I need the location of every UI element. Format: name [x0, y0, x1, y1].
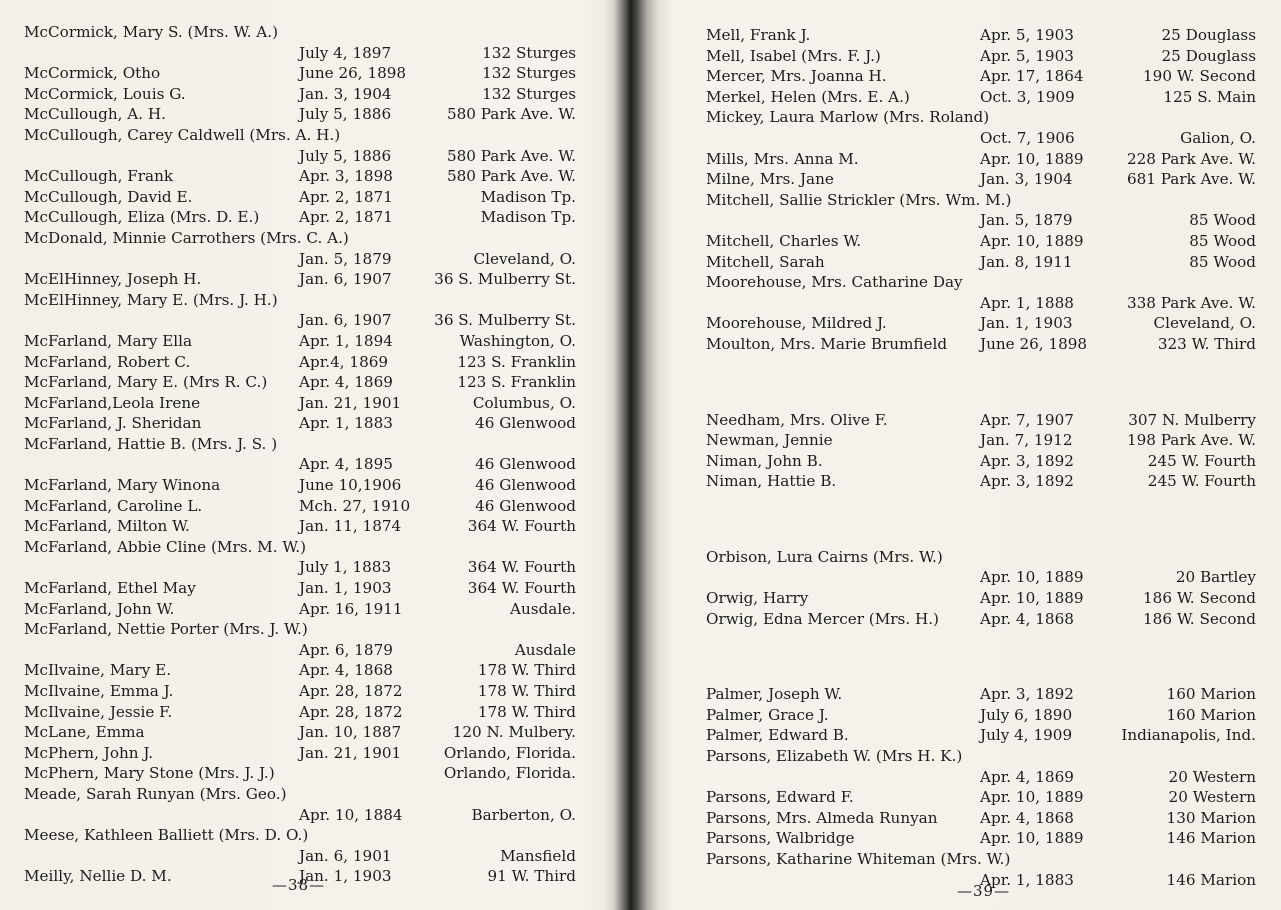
entry-name: Moorehouse, Mrs. Catharine Day — [706, 273, 963, 292]
entry-date: Apr. 1, 1883 — [299, 414, 393, 433]
entry-date: Jan. 6, 1901 — [299, 846, 392, 865]
entry-address: 580 Park Ave. W. — [446, 105, 576, 124]
list-item — [24, 413, 576, 434]
list-item — [24, 63, 576, 84]
list-item — [706, 410, 1256, 431]
entry-date: Jan. 6, 1907 — [299, 311, 392, 330]
entry-name: Moorehouse, Mildred J. — [706, 314, 887, 333]
entry-name: McFarland, Mary Winona — [24, 476, 221, 495]
entry-address: 46 Glenwood — [475, 496, 576, 515]
entry-address: Orlando, Florida. — [443, 764, 576, 783]
entry-address: 20 Western — [1168, 767, 1256, 786]
entry-address: Ausdale. — [510, 599, 576, 618]
entry-name: Mercer, Mrs. Joanna H. — [706, 67, 887, 86]
book-gutter — [604, 0, 674, 910]
entry-name: Niman, John B. — [706, 451, 823, 470]
entry-address: 46 Glenwood — [475, 455, 576, 474]
entry-date: Apr. 10, 1889 — [980, 589, 1084, 608]
entry-address: 85 Wood — [1189, 252, 1256, 271]
entry-date: Apr. 1, 1894 — [299, 331, 393, 350]
entry-name: Mills, Mrs. Anna M. — [706, 149, 859, 168]
entry-date: Jan. 3, 1904 — [299, 84, 392, 103]
entry-name: Meade, Sarah Runyan (Mrs. Geo.) — [24, 784, 287, 803]
list-item — [24, 557, 576, 578]
list-item — [24, 249, 576, 270]
entry-name: McFarland, Milton W. — [24, 517, 190, 536]
list-item — [24, 228, 576, 249]
list-item — [24, 84, 576, 105]
entry-name: Mitchell, Charles W. — [706, 231, 862, 250]
entry-date: Jan. 5, 1879 — [980, 211, 1073, 230]
list-item — [24, 619, 576, 640]
entry-address: 186 W. Second — [1143, 589, 1256, 608]
list-item — [706, 313, 1256, 334]
entry-name: McPhern, Mary Stone (Mrs. J. J.) — [24, 764, 275, 783]
entry-address: 125 S. Main — [1163, 87, 1256, 106]
entry-date: Apr. 28, 1872 — [299, 702, 403, 721]
list-item — [24, 743, 576, 764]
entry-address: 20 Bartley — [1175, 568, 1256, 587]
entry-date: Apr. 1, 1883 — [980, 870, 1074, 889]
letter-section — [706, 547, 1256, 629]
entry-address: Washington, O. — [459, 331, 576, 350]
entry-name: Palmer, Joseph W. — [706, 685, 843, 704]
list-item — [706, 149, 1256, 170]
entry-name: Meilly, Nellie D. M. — [24, 867, 172, 886]
entry-date: Apr. 4, 1868 — [980, 808, 1074, 827]
entry-name: Parsons, Mrs. Almeda Runyan — [706, 808, 938, 827]
entry-date: Jan. 11, 1874 — [299, 517, 402, 536]
entry-date: Apr. 4, 1869 — [980, 767, 1074, 786]
list-item — [24, 702, 576, 723]
entry-date: Apr. 3, 1898 — [299, 167, 393, 186]
member-list-left — [24, 22, 576, 887]
list-item — [24, 537, 576, 558]
list-item — [706, 25, 1256, 46]
entry-name: Mell, Frank J. — [706, 26, 811, 44]
list-item — [24, 722, 576, 743]
entry-address: 146 Marion — [1166, 870, 1256, 889]
list-item — [24, 784, 576, 805]
letter-section — [706, 684, 1256, 890]
entry-date: Apr. 4, 1895 — [299, 455, 393, 474]
list-item — [24, 331, 576, 352]
list-item — [706, 66, 1256, 87]
entry-name: Milne, Mrs. Jane — [706, 170, 834, 189]
entry-date: Apr. 5, 1903 — [980, 46, 1074, 65]
list-item — [24, 516, 576, 537]
entry-address: 46 Glenwood — [475, 476, 576, 495]
page-38 — [0, 0, 604, 910]
list-item — [24, 496, 576, 517]
list-item — [24, 269, 576, 290]
entry-address: Madison Tp. — [480, 187, 576, 206]
letter-section — [706, 410, 1256, 492]
list-item — [24, 454, 576, 475]
entry-name: Meese, Kathleen Balliett (Mrs. D. O.) — [24, 826, 309, 845]
entry-name: McCullough, A. H. — [24, 105, 166, 124]
entry-name: McFarland,Leola Irene — [24, 393, 201, 412]
list-item — [706, 252, 1256, 273]
list-item — [24, 372, 576, 393]
entry-name: McFarland, Caroline L. — [24, 496, 203, 515]
entry-name: McCullough, David E. — [24, 187, 193, 206]
entry-date: Apr. 2, 1871 — [299, 187, 393, 206]
entry-address: 681 Park Ave. W. — [1126, 170, 1256, 189]
entry-date: June 26, 1898 — [980, 334, 1088, 353]
entry-address: Mansfield — [500, 846, 576, 865]
list-item — [24, 146, 576, 167]
entry-address: 46 Glenwood — [475, 414, 576, 433]
entry-name: McCullough, Eliza (Mrs. D. E.) — [24, 208, 260, 227]
entry-address: 85 Wood — [1189, 231, 1256, 250]
entry-address: 25 Douglass — [1161, 46, 1256, 65]
list-item — [706, 231, 1256, 252]
list-item — [24, 393, 576, 414]
entry-address: 132 Sturges — [482, 43, 576, 62]
entry-date: Jan. 7, 1912 — [980, 431, 1073, 450]
entry-date: Apr. 6, 1879 — [299, 640, 393, 659]
entry-name: McFarland, Nettie Porter (Mrs. J. W.) — [24, 620, 308, 639]
entry-name: McFarland, Abbie Cline (Mrs. M. W.) — [24, 537, 307, 556]
entry-address: 580 Park Ave. W. — [446, 146, 576, 165]
entry-date: Apr. 4, 1869 — [299, 373, 393, 392]
section-gap — [706, 355, 1256, 410]
entry-address: 25 Douglass — [1161, 26, 1256, 44]
entry-name: Orbison, Lura Cairns (Mrs. W.) — [706, 547, 943, 566]
entry-date: Jan. 3, 1904 — [980, 170, 1073, 189]
entry-name: McDonald, Minnie Carrothers (Mrs. C. A.) — [24, 228, 349, 247]
entry-address: 323 W. Third — [1157, 334, 1256, 353]
list-item — [24, 599, 576, 620]
entry-address: 245 W. Fourth — [1147, 451, 1256, 470]
entry-name: Mickey, Laura Marlow (Mrs. Roland) — [706, 108, 990, 127]
entry-name: Palmer, Grace J. — [706, 705, 829, 724]
page-39 — [674, 0, 1281, 910]
list-item — [24, 125, 576, 146]
list-item — [706, 828, 1256, 849]
entry-address: 146 Marion — [1166, 829, 1256, 848]
entry-date: Oct. 3, 1909 — [980, 87, 1075, 106]
entry-address: 36 S. Mulberry St. — [434, 311, 576, 330]
entry-address: Cleveland, O. — [1153, 314, 1256, 333]
entry-date: July 5, 1886 — [299, 105, 392, 124]
list-item — [24, 207, 576, 228]
entry-name: Parsons, Katharine Whiteman (Mrs. W.) — [706, 850, 1011, 868]
entry-name: Mitchell, Sarah — [706, 252, 825, 271]
entry-date: Apr. 10, 1889 — [980, 788, 1084, 807]
entry-name: Needham, Mrs. Olive F. — [706, 410, 888, 429]
entry-address: Galion, O. — [1180, 128, 1256, 147]
entry-date: Apr. 5, 1903 — [980, 26, 1074, 44]
entry-address: 178 W. Third — [477, 682, 576, 700]
list-item — [706, 334, 1256, 355]
entry-name: McCullough, Frank — [24, 167, 174, 186]
entry-date: July 5, 1886 — [299, 146, 392, 165]
list-item — [706, 725, 1256, 746]
list-item — [24, 805, 576, 826]
entry-date: Apr. 4, 1868 — [299, 661, 393, 680]
entry-address: 132 Sturges — [482, 64, 576, 83]
entry-address: 123 S. Franklin — [457, 352, 576, 371]
section-gap — [706, 629, 1256, 684]
member-list-right — [706, 25, 1256, 890]
entry-date: July 4, 1909 — [980, 726, 1073, 745]
entry-address: 130 Marion — [1166, 808, 1256, 827]
entry-name: McFarland, Mary E. (Mrs R. C.) — [24, 373, 268, 392]
entry-date: Jan. 1, 1903 — [299, 867, 392, 886]
list-item — [706, 684, 1256, 705]
entry-date: Apr. 4, 1868 — [980, 609, 1074, 628]
entry-date: July 6, 1890 — [980, 705, 1073, 724]
entry-name: Merkel, Helen (Mrs. E. A.) — [706, 87, 910, 106]
entry-address: 198 Park Ave. W. — [1126, 431, 1256, 450]
entry-name: Newman, Jennie — [706, 431, 833, 450]
list-item — [24, 846, 576, 867]
entry-date: Apr. 10, 1884 — [299, 805, 403, 824]
entry-name: Orwig, Edna Mercer (Mrs. H.) — [706, 609, 939, 628]
entry-address: 120 N. Mulbery. — [452, 723, 576, 742]
list-item — [706, 107, 1256, 128]
entry-address: Cleveland, O. — [473, 249, 576, 268]
list-item — [24, 763, 576, 784]
entry-date: Jan. 1, 1903 — [299, 579, 392, 598]
entry-address: 364 W. Fourth — [467, 579, 576, 598]
list-item — [24, 22, 576, 43]
entry-name: Palmer, Edward B. — [706, 726, 849, 745]
list-item — [706, 609, 1256, 630]
entry-name: McIlvaine, Emma J. — [24, 682, 174, 700]
entry-date: Apr. 7, 1907 — [980, 410, 1074, 429]
list-item — [706, 849, 1256, 870]
entry-name: McFarland, Mary Ella — [24, 331, 193, 350]
entry-date: Apr. 1, 1888 — [980, 293, 1074, 312]
list-item — [706, 451, 1256, 472]
list-item — [706, 272, 1256, 293]
entry-address: 580 Park Ave. W. — [446, 167, 576, 186]
entry-name: McCullough, Carey Caldwell (Mrs. A. H.) — [24, 125, 341, 144]
entry-name: McFarland, John W. — [24, 599, 175, 618]
entry-name: Niman, Hattie B. — [706, 472, 837, 491]
list-item — [706, 787, 1256, 808]
entry-address: Columbus, O. — [472, 393, 576, 412]
entry-address: 245 W. Fourth — [1147, 472, 1256, 491]
list-item — [24, 290, 576, 311]
entry-name: McFarland, J. Sheridan — [24, 414, 202, 433]
entry-address: 20 Western — [1168, 788, 1256, 807]
entry-name: Orwig, Harry — [706, 589, 809, 608]
list-item — [706, 87, 1256, 108]
entry-date: Jan. 5, 1879 — [299, 249, 392, 268]
list-item — [24, 578, 576, 599]
entry-date: Jan. 6, 1907 — [299, 270, 392, 289]
entry-address: 186 W. Second — [1143, 609, 1256, 628]
list-item — [706, 588, 1256, 609]
entry-name: McFarland, Hattie B. (Mrs. J. S. ) — [24, 434, 278, 453]
list-item — [706, 767, 1256, 788]
entry-name: McFarland, Ethel May — [24, 579, 196, 598]
list-item — [24, 104, 576, 125]
entry-date: Oct. 7, 1906 — [980, 128, 1075, 147]
entry-address: 91 W. Third — [487, 867, 576, 886]
entry-date: Jan. 21, 1901 — [299, 393, 402, 412]
list-item — [24, 825, 576, 846]
entry-address: 160 Marion — [1166, 705, 1256, 724]
list-item — [24, 434, 576, 455]
entry-name: Parsons, Elizabeth W. (Mrs H. K.) — [706, 747, 963, 766]
list-item — [24, 681, 576, 702]
entry-name: McCormick, Otho — [24, 64, 161, 83]
entry-address: 178 W. Third — [477, 702, 576, 721]
entry-name: McCormick, Mary S. (Mrs. W. A.) — [24, 23, 279, 41]
list-item — [706, 128, 1256, 149]
entry-date: Jan. 1, 1903 — [980, 314, 1073, 333]
entry-date: Apr. 3, 1892 — [980, 685, 1074, 704]
entry-address: 364 W. Fourth — [467, 558, 576, 577]
entry-address: 85 Wood — [1189, 211, 1256, 230]
entry-address: Orlando, Florida. — [443, 743, 576, 762]
list-item — [24, 43, 576, 64]
entry-name: Parsons, Walbridge — [706, 829, 855, 848]
list-item — [24, 187, 576, 208]
entry-name: Moulton, Mrs. Marie Brumfield — [706, 334, 948, 353]
list-item — [24, 352, 576, 373]
list-item — [706, 190, 1256, 211]
entry-date: July 1, 1883 — [299, 558, 392, 577]
list-item — [706, 567, 1256, 588]
entry-address: 160 Marion — [1166, 685, 1256, 704]
entry-date: Jan. 8, 1911 — [980, 252, 1073, 271]
entry-address: 190 W. Second — [1143, 67, 1256, 86]
page-number-right: —39— — [957, 882, 1011, 900]
list-item — [706, 547, 1256, 568]
entry-name: McIlvaine, Jessie F. — [24, 702, 173, 721]
entry-name: McPhern, John J. — [24, 743, 154, 762]
entry-date: Apr. 17, 1864 — [980, 67, 1084, 86]
entry-date: Apr. 16, 1911 — [299, 599, 403, 618]
entry-address: 178 W. Third — [477, 661, 576, 680]
entry-date: June 10,1906 — [299, 476, 402, 495]
entry-name: McElHinney, Joseph H. — [24, 270, 202, 289]
list-item — [706, 808, 1256, 829]
entry-date: Apr. 10, 1889 — [980, 149, 1084, 168]
list-item — [706, 430, 1256, 451]
entry-date: Jan. 21, 1901 — [299, 743, 402, 762]
entry-address: Barberton, O. — [471, 805, 576, 824]
entry-address: Madison Tp. — [480, 208, 576, 227]
entry-address: 123 S. Franklin — [457, 373, 576, 392]
entry-address: 338 Park Ave. W. — [1126, 293, 1256, 312]
entry-address: Ausdale — [514, 640, 576, 659]
entry-address: Indianapolis, Ind. — [1121, 726, 1256, 745]
entry-address: 228 Park Ave. W. — [1126, 149, 1256, 168]
entry-date: Apr. 3, 1892 — [980, 472, 1074, 491]
letter-section — [706, 25, 1256, 355]
list-item — [24, 166, 576, 187]
list-item — [706, 293, 1256, 314]
entry-date: Apr. 28, 1872 — [299, 682, 403, 700]
entry-name: Parsons, Edward F. — [706, 788, 854, 807]
list-item — [24, 640, 576, 661]
entry-name: McIlvaine, Mary E. — [24, 661, 172, 680]
list-item — [706, 169, 1256, 190]
section-gap — [706, 492, 1256, 547]
entry-name: McCormick, Louis G. — [24, 84, 186, 103]
list-item — [706, 471, 1256, 492]
entry-name: McFarland, Robert C. — [24, 352, 191, 371]
entry-date: Apr.4, 1869 — [299, 352, 389, 371]
entry-date: Mch. 27, 1910 — [299, 496, 411, 515]
entry-date: Jan. 10, 1887 — [299, 723, 402, 742]
entry-address: 364 W. Fourth — [467, 517, 576, 536]
entry-date: June 26, 1898 — [299, 64, 407, 83]
entry-date: Apr. 10, 1889 — [980, 568, 1084, 587]
list-item — [24, 475, 576, 496]
list-item — [24, 660, 576, 681]
entry-name: McLane, Emma — [24, 723, 145, 742]
list-item — [24, 310, 576, 331]
entry-date: Apr. 10, 1889 — [980, 829, 1084, 848]
list-item — [706, 46, 1256, 67]
entry-date: Apr. 2, 1871 — [299, 208, 393, 227]
list-item — [706, 705, 1256, 726]
list-item — [706, 746, 1256, 767]
entry-name: McElHinney, Mary E. (Mrs. J. H.) — [24, 290, 278, 309]
list-item — [706, 210, 1256, 231]
entry-date: Apr. 10, 1889 — [980, 231, 1084, 250]
entry-name: Mell, Isabel (Mrs. F. J.) — [706, 46, 881, 65]
entry-address: 307 N. Mulberry — [1128, 410, 1256, 429]
entry-date: Apr. 3, 1892 — [980, 451, 1074, 470]
entry-address: 132 Sturges — [482, 84, 576, 103]
entry-date: July 4, 1897 — [299, 43, 392, 62]
page-number-left: —38— — [272, 876, 326, 894]
entry-name: Mitchell, Sallie Strickler (Mrs. Wm. M.) — [706, 190, 1012, 209]
entry-address: 36 S. Mulberry St. — [434, 270, 576, 289]
